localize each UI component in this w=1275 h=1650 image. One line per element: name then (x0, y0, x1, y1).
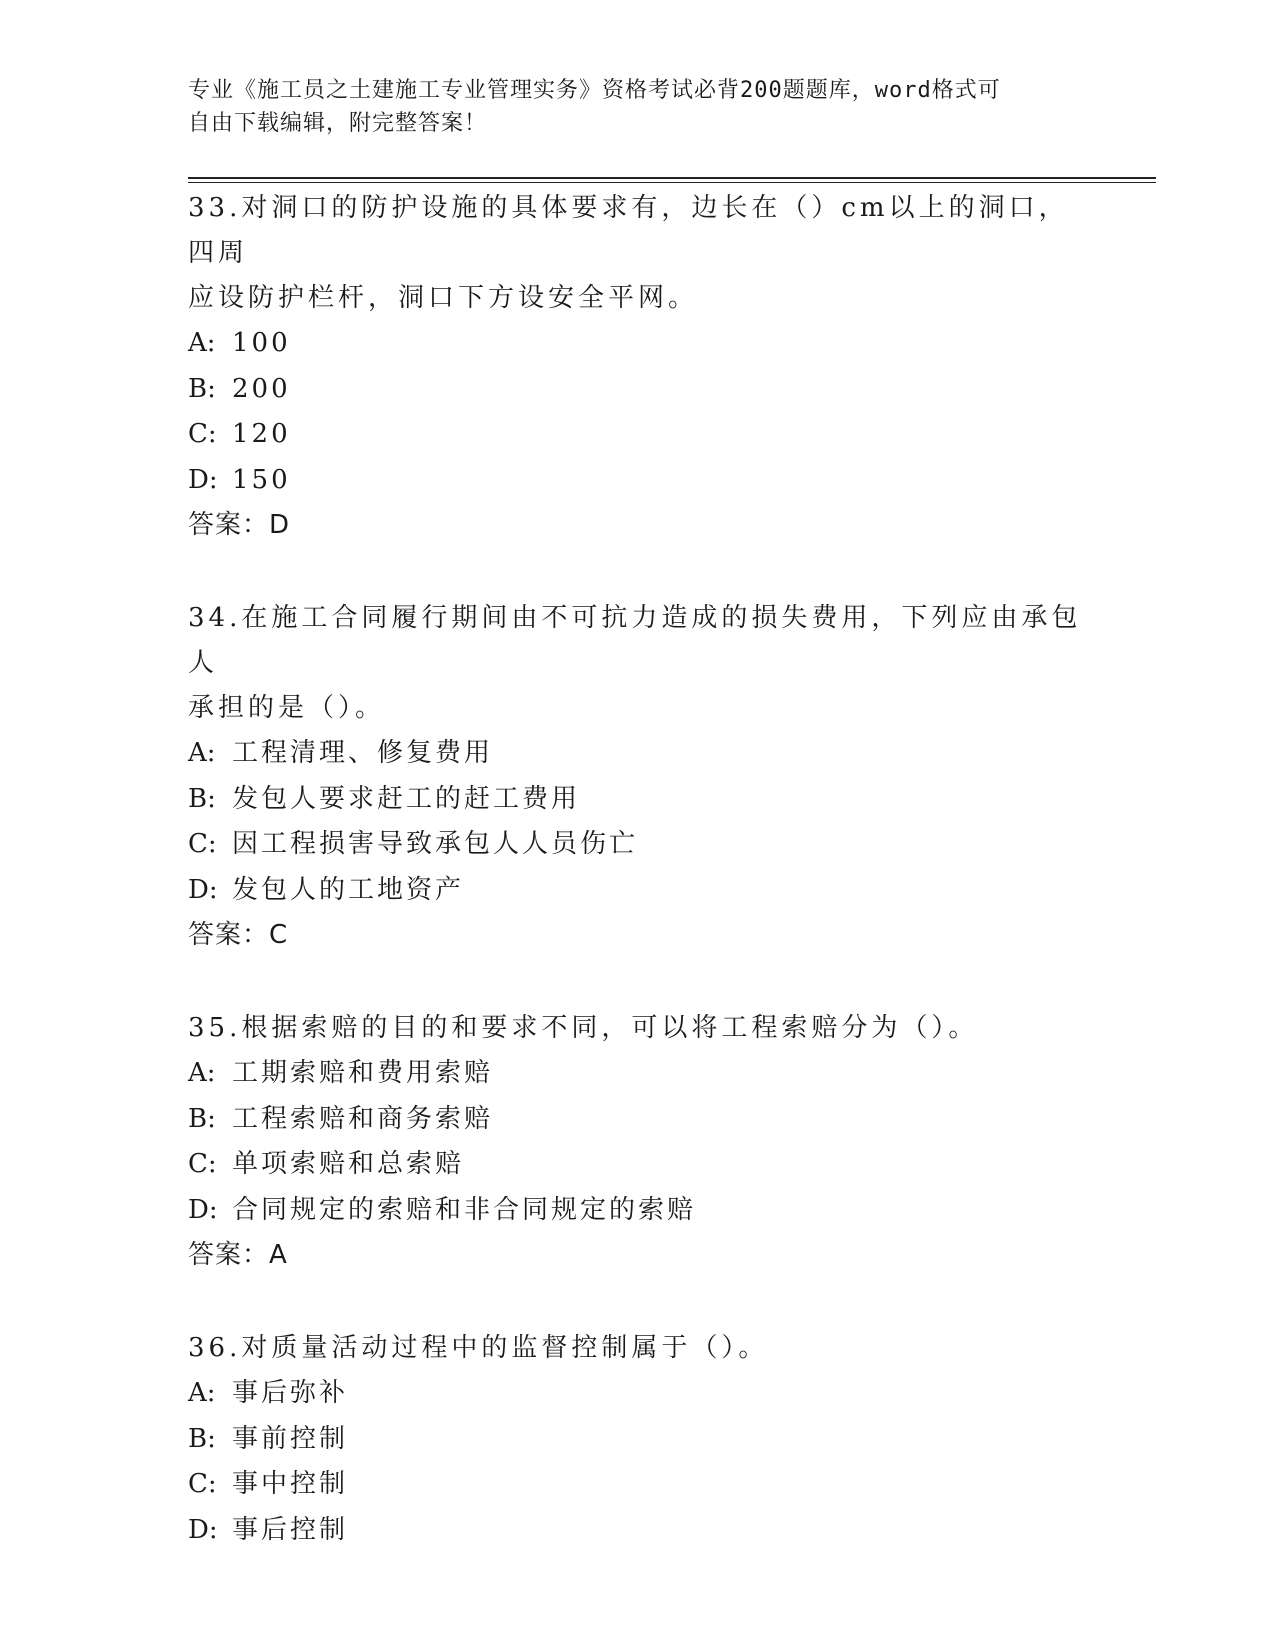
option-c (188, 412, 1088, 458)
option-letter: A: (188, 328, 216, 358)
question-33 (188, 186, 1088, 574)
option-text: 工程索赔和商务索赔 (232, 1103, 494, 1134)
question-34 (188, 596, 1088, 984)
option-text: 150 (232, 464, 291, 495)
option-c (188, 822, 1088, 868)
header-line-2: 自由下载编辑，附完整答案！ (188, 111, 488, 136)
question-stem (188, 186, 1088, 321)
option-letter: A: (188, 738, 216, 768)
option-d (188, 458, 1088, 504)
option-a (188, 321, 1088, 367)
option-letter: D: (188, 874, 218, 905)
question-stem-line-1: 36.对质量活动过程中的监督控制属于（）。 (188, 1333, 769, 1363)
question-stem (188, 1326, 1088, 1371)
option-letter: D: (188, 1514, 218, 1545)
question-stem-line-2: 承担的是（）。 (188, 693, 386, 723)
option-letter: D: (188, 464, 218, 495)
option-letter: A: (188, 1058, 216, 1088)
option-text: 事前控制 (232, 1423, 349, 1454)
option-text: 100 (232, 328, 291, 358)
question-36 (188, 1326, 1088, 1553)
option-a (188, 731, 1088, 777)
option-letter: D: (188, 1194, 218, 1225)
option-text: 发包人要求赶工的赶工费用 (232, 783, 581, 814)
option-b (188, 777, 1088, 823)
option-letter: B: (188, 783, 216, 814)
option-a (188, 1051, 1088, 1097)
option-b (188, 1417, 1088, 1463)
option-c (188, 1142, 1088, 1188)
option-text: 工期索赔和费用索赔 (232, 1058, 494, 1088)
question-list (188, 186, 1088, 1575)
question-stem-line-1: 34.在施工合同履行期间由不可抗力造成的损失费用，下列应由承包人 (188, 603, 1082, 678)
option-d (188, 1188, 1088, 1234)
option-b (188, 1097, 1088, 1143)
option-b (188, 367, 1088, 413)
option-text: 事后弥补 (232, 1378, 349, 1408)
option-text: 120 (232, 419, 291, 449)
question-stem-line-2: 应设防护栏杆，洞口下方设安全平网。 (188, 283, 699, 313)
option-text: 单项索赔和总索赔 (232, 1149, 465, 1179)
answer-line: 答案：A (188, 1240, 288, 1270)
option-text: 因工程损害导致承包人人员伤亡 (232, 829, 639, 859)
header-line-1: 专业《施工员之土建施工专业管理实务》资格考试必背200题题库，word格式可 (188, 78, 1001, 103)
option-d (188, 868, 1088, 914)
option-letter: C: (188, 419, 217, 449)
question-stem-line-1: 33.对洞口的防护设施的具体要求有，边长在（）cm以上的洞口，四周 (188, 193, 1069, 268)
option-letter: A: (188, 1378, 216, 1408)
header-divider-thin (188, 182, 1156, 183)
question-stem (188, 596, 1088, 731)
option-a (188, 1371, 1088, 1417)
option-letter: B: (188, 373, 216, 404)
option-c (188, 1462, 1088, 1508)
option-letter: C: (188, 1149, 217, 1179)
option-text: 200 (232, 373, 291, 404)
option-letter: B: (188, 1423, 216, 1454)
option-text: 事中控制 (232, 1469, 349, 1499)
answer-line: 答案：C (188, 920, 289, 950)
option-letter: B: (188, 1103, 216, 1134)
option-text: 合同规定的索赔和非合同规定的索赔 (232, 1194, 697, 1225)
answer-line: 答案：D (188, 510, 291, 540)
option-text: 发包人的工地资产 (232, 874, 465, 905)
option-letter: C: (188, 1469, 217, 1499)
option-d (188, 1508, 1088, 1554)
header-divider-thick (188, 177, 1156, 179)
option-text: 事后控制 (232, 1514, 349, 1545)
question-35 (188, 1006, 1088, 1304)
option-text: 工程清理、修复费用 (232, 738, 494, 768)
document-header (188, 74, 1088, 140)
option-letter: C: (188, 829, 217, 859)
question-stem (188, 1006, 1088, 1051)
question-stem-line-1: 35.根据索赔的目的和要求不同，可以将工程索赔分为（）。 (188, 1013, 979, 1043)
